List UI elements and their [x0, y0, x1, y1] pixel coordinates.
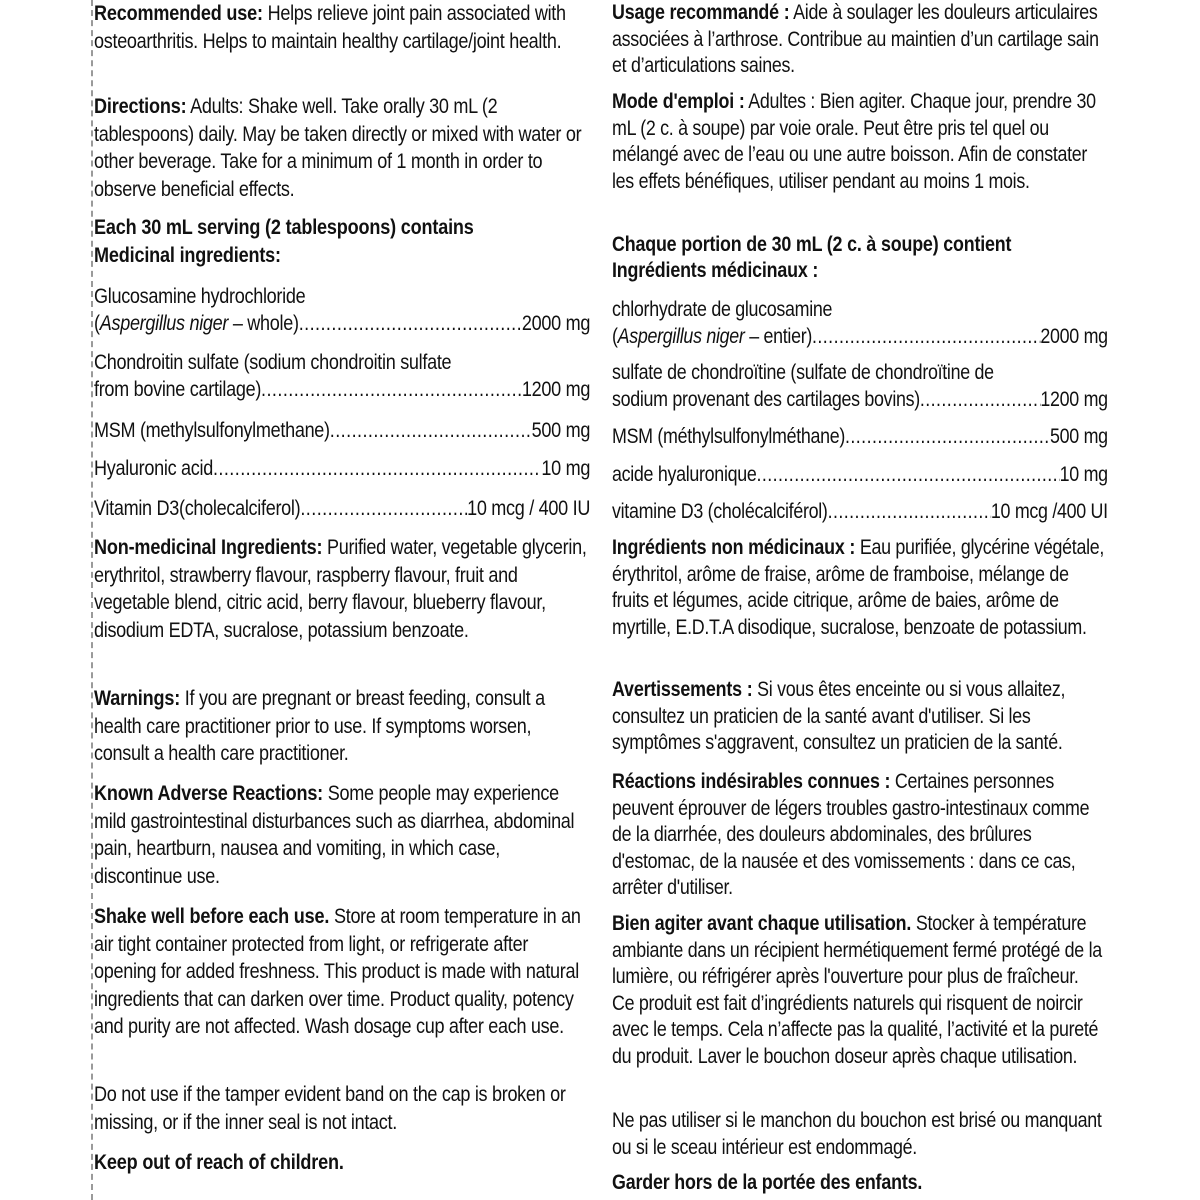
- warnings: Warnings: If you are pregnant or breast feeding, consult a health care practitioner prior to use. If symptoms worsen, consult a health care practitioner.: [94, 687, 545, 765]
- recommended-use: Usage recommandé : Aide à soulager les douleurs articulaires associées à l’arthrose. Contribue au maintien d’un cartilage sain et d’articulations saines.: [612, 1, 1099, 77]
- serving-heading: Chaque portion de 30 mL (2 c. à soupe) contient: [612, 233, 1012, 256]
- ingredient-row: vitamine D3 (cholécalciférol) ..... 10 mcg /400 UI: [612, 498, 1108, 525]
- warnings: Avertissements : Si vous êtes enceinte ou si vous allaitez, consultez un praticien de la santé avant d'utiliser. Si les symptômes s'aggravent, consultez un praticien de la santé.: [612, 678, 1066, 754]
- tamper-warning: Ne pas utiliser si le manchon du bouchon est brisé ou manquant ou si le sceau intérieur est endommagé.: [612, 1109, 1102, 1159]
- storage-instructions: Bien agiter avant chaque utilisation. Stocker à température ambiante dans un récipient hermétiquement fermé protégé de la lumière, ou réfrigérer après l'ouverture pour plus de fraîcheur. Ce produit est fait d’ingrédients naturels qui risquent de noircir avec le temps. Cela n’affecte pas la qualité, l’activité et la pureté du produit. Laver le bouchon doseur après chaque utilisation.: [612, 912, 1102, 1068]
- tamper-warning: Do not use if the tamper evident band on the cap is broken or missing, or if the inner seal is not intact.: [94, 1083, 566, 1134]
- non-medicinal-ingredients: Non-medicinal Ingredients: Purified water, vegetable glycerin, erythritol, strawberry flavour, raspberry flavour, fruit and vegetable blend, citric acid, berry flavour, blueberry flavour, disodium EDTA, sucralose, potassium benzoate.: [94, 536, 587, 642]
- keep-out-of-reach: Garder hors de la portée des enfants.: [612, 1171, 923, 1194]
- ingredient-row: Chondroitin sulfate (sodium chondroitin sulfate from bovine cartilage) ..... 1200 mg: [94, 349, 590, 403]
- ingredient-row: MSM (méthylsulfonylméthane) ..... 500 mg: [612, 423, 1108, 450]
- ingredient-row: MSM (methylsulfonylmethane) ..... 500 mg: [94, 417, 590, 444]
- ingredient-row: chlorhydrate de glucosamine (Aspergillus niger – entier) ..... 2000 mg: [612, 296, 1108, 350]
- serving-heading: Each 30 mL serving (2 tablespoons) contains: [94, 216, 474, 239]
- recommended-use: Recommended use: Helps relieve joint pain associated with osteoarthritis. Helps to maintain healthy cartilage/joint health.: [94, 2, 566, 53]
- storage-instructions: Shake well before each use. Store at room temperature in an air tight container protected from light, or refrigerate after opening for added freshness. This product is made with natural ingredients that can darken over time. Product quality, potency and purity are not affected. Wash dosage cup after each use.: [94, 905, 581, 1038]
- ingredient-row: sulfate de chondroïtine (sulfate de chondroïtine de sodium provenant des cartilages bovins) ..... 1200 mg: [612, 359, 1108, 413]
- ingredient-row: acide hyaluronique ..... 10 mg: [612, 461, 1108, 488]
- non-medicinal-ingredients: Ingrédients non médicinaux : Eau purifiée, glycérine végétale, érythritol, arôme de fraise, arôme de framboise, mélange de fruits et légumes, acide citrique, arôme de baies, arôme de myrtille, E.D.T.A disodique, sucralose, benzoate de potassium.: [612, 536, 1105, 639]
- ingredient-row: Hyaluronic acid ..... 10 mg: [94, 455, 590, 482]
- ingredient-row: Glucosamine hydrochloride (Aspergillus niger – whole) ..... 2000 mg: [94, 283, 590, 337]
- directions: Mode d'emploi : Adultes : Bien agiter. Chaque jour, prendre 30 mL (2 c. à soupe) par voie orale. Peut être pris tel quel ou mélangé avec de l’eau ou une autre boisson. Afin de constater les effets bénéfiques, utiliser pendant au moins 1 mois.: [612, 90, 1096, 193]
- medicinal-heading: Ingrédients médicinaux :: [612, 259, 819, 282]
- directions: Directions: Adults: Shake well. Take orally 30 mL (2 tablespoons) daily. May be taken directly or mixed with water or other beverage. Take for a minimum of 1 month in order to observe beneficial effects.: [94, 95, 582, 201]
- keep-out-of-reach: Keep out of reach of children.: [94, 1151, 344, 1174]
- known-adverse-reactions: Réactions indésirables connues : Certaines personnes peuvent éprouver de légers troubles gastro-intestinaux comme de la diarrhée, des douleurs abdominales, des brûlures d'estomac, de la nausée et des vomissements : dans ce cas, arrêter d'utiliser.: [612, 770, 1090, 899]
- ingredient-row: Vitamin D3(cholecalciferol) ..... 10 mcg / 400 IU: [94, 495, 590, 522]
- known-adverse-reactions: Known Adverse Reactions: Some people may experience mild gastrointestinal disturbances such as diarrhea, abdominal pain, heartburn, nausea and vomiting, in which case, discontinue use.: [94, 782, 575, 888]
- cut-line: [91, 0, 93, 1200]
- medicinal-heading: Medicinal ingredients:: [94, 244, 281, 267]
